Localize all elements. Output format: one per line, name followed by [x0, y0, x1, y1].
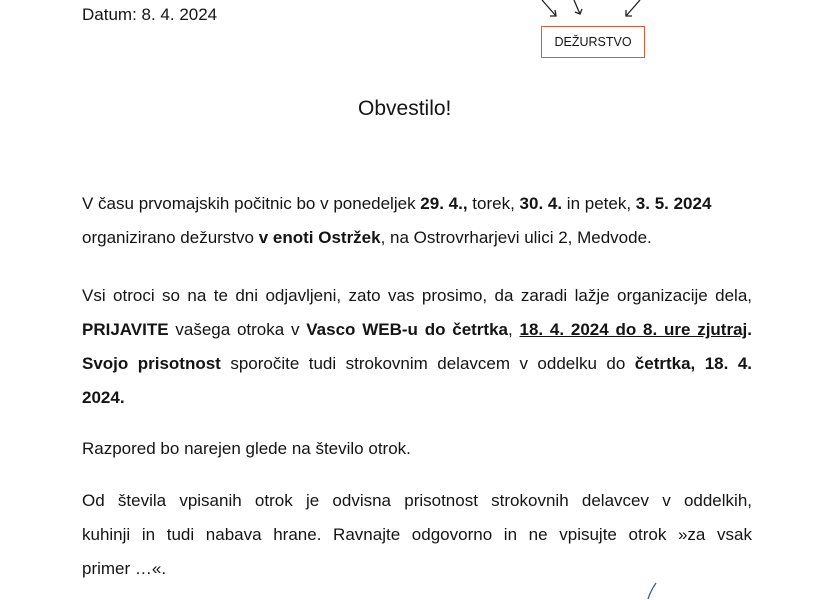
paragraph-schedule: V času prvomajskih počitnic bo v ponedeljek 29. 4., torek, 30. 4. in petek, 3. 5. 2024 organizirano dežurstvo v enoti Ostržek, na Ostrovrharjevi ulici 2, Medvode. [82, 194, 712, 247]
pen-mark-icon [645, 582, 659, 600]
deadline-text: 18. 4. 2024 do 8. ure zjutraj [519, 320, 748, 339]
duty-badge: DEŽURSTVO [541, 26, 645, 58]
paragraph-responsibility: Od števila vpisanih otrok je odvisna prisotnost strokovnih delavcev v oddelkih, kuhinji in tudi nabava hrane. Ravnajte odgovorno in ne vpisujte otrok »za vsak primer …«. [82, 491, 752, 578]
paragraph-registration: Vsi otroci so na te dni odjavljeni, zato vas prosimo, da zaradi lažje organizacije dela, PRIJAVITE vašega otroka v Vasco WEB-u do četrtka, 18. 4. 2024 do 8. ure zjutraj. Svojo prisotnost sporočite tudi strokovnim delavcem v oddelku do četrtka, 18. 4. 2024. [82, 286, 752, 407]
document-date: Datum: 8. 4. 2024 [82, 5, 218, 24]
paragraph-arrangement: Razpored bo narejen glede na število otrok. [82, 439, 411, 458]
page-title: Obvestilo! [358, 97, 452, 120]
